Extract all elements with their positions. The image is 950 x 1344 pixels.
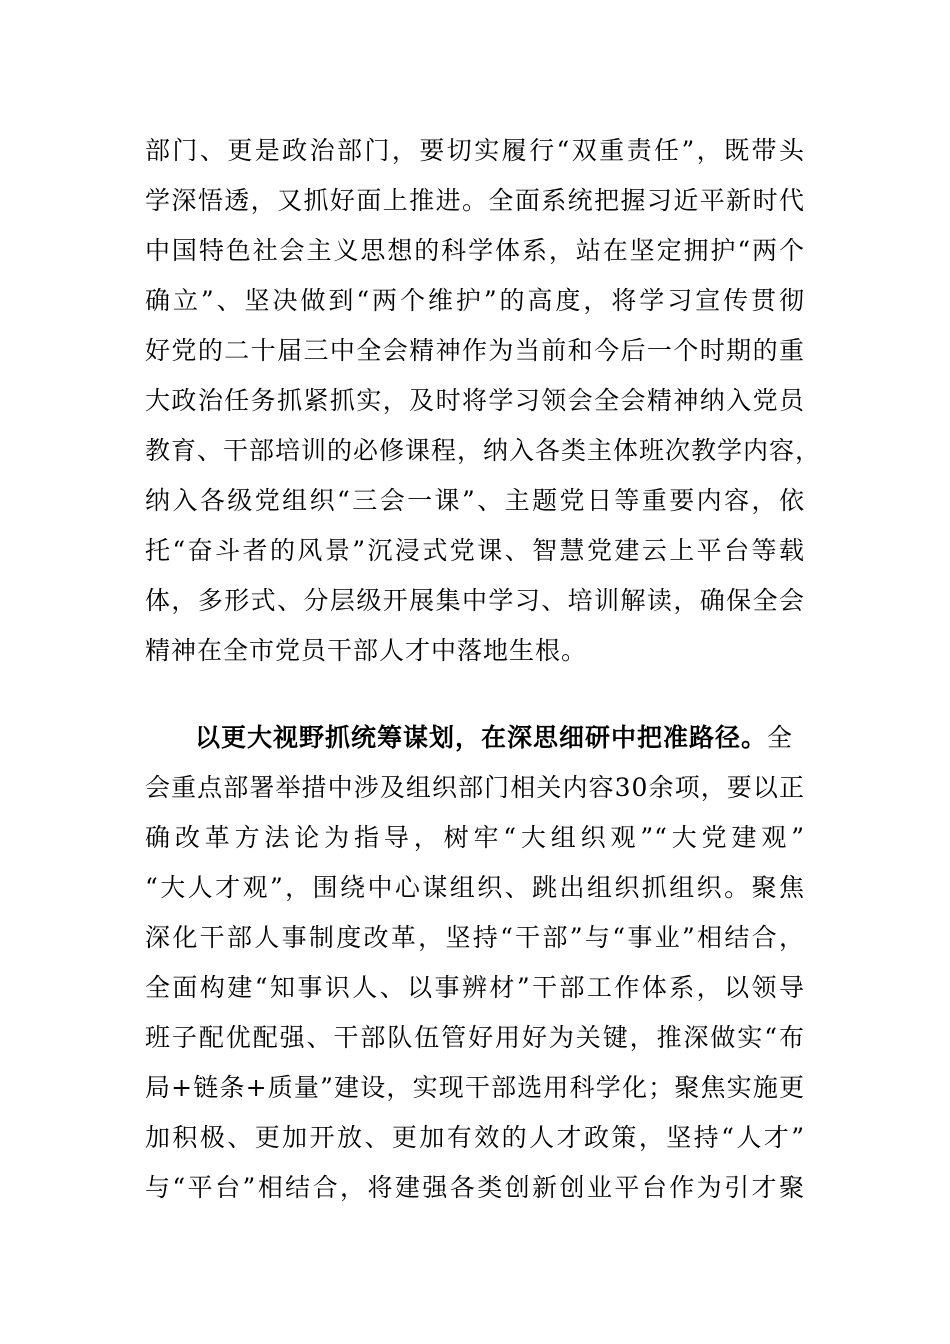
text-line: 确立”、坚决做到“两个维护”的高度，将学习宣传贯彻 <box>145 286 805 315</box>
text-line: 深化干部人事制度改革，坚持“干部”与“事业”相结合， <box>145 923 805 952</box>
text-line: 精神在全市党员干部人才中落地生根。 <box>145 636 588 665</box>
text-line: 体，多形式、分层级开展集中学习、培训解读，确保全会 <box>145 586 805 615</box>
paragraph-first-line <box>195 718 805 758</box>
text-line: 确改革方法论为指导，树牢“大组织观”“大党建观” <box>145 823 805 852</box>
text-line: 大政治任务抓紧抓实，及时将学习领会全会精神纳入党员 <box>145 386 805 415</box>
text-line: 会重点部署举措中涉及组织部门相关内容30余项，要以正 <box>145 773 805 802</box>
text-line: “大人才观”，围绕中心谋组织、跳出组织抓组织。聚焦 <box>145 873 805 902</box>
heading-tail: 全 <box>767 723 794 752</box>
text-line: 纳入各级党组织“三会一课”、主题党日等重要内容，依 <box>145 486 805 515</box>
text-line: 好党的二十届三中全会精神作为当前和今后一个时期的重 <box>145 336 805 365</box>
text-line: 学深悟透，又抓好面上推进。全面系统把握习近平新时代 <box>145 186 805 215</box>
text-line: 局+链条+质量”建设，实现干部选用科学化；聚焦实施更 <box>145 1073 805 1102</box>
text-line: 与“平台”相结合，将建强各类创新创业平台作为引才聚 <box>145 1173 805 1202</box>
text-line: 托“奋斗者的风景”沉浸式党课、智慧党建云上平台等载 <box>145 536 805 565</box>
text-line: 班子配优配强、干部队伍管好用好为关键，推深做实“布 <box>145 1023 805 1052</box>
text-line: 全面构建“知事识人、以事辨材”干部工作体系，以领导 <box>145 973 805 1002</box>
text-line: 加积极、更加开放、更加有效的人才政策，坚持“人才” <box>145 1123 805 1152</box>
text-line: 教育、干部培训的必修课程，纳入各类主体班次教学内容， <box>145 436 822 465</box>
paragraph-heading: 以更大视野抓统筹谋划，在深思细研中把准路径。 <box>195 723 768 752</box>
text-line: 中国特色社会主义思想的科学体系，站在坚定拥护“两个 <box>145 236 805 265</box>
text-line: 部门、更是政治部门，要切实履行“双重责任”，既带头 <box>145 136 805 165</box>
